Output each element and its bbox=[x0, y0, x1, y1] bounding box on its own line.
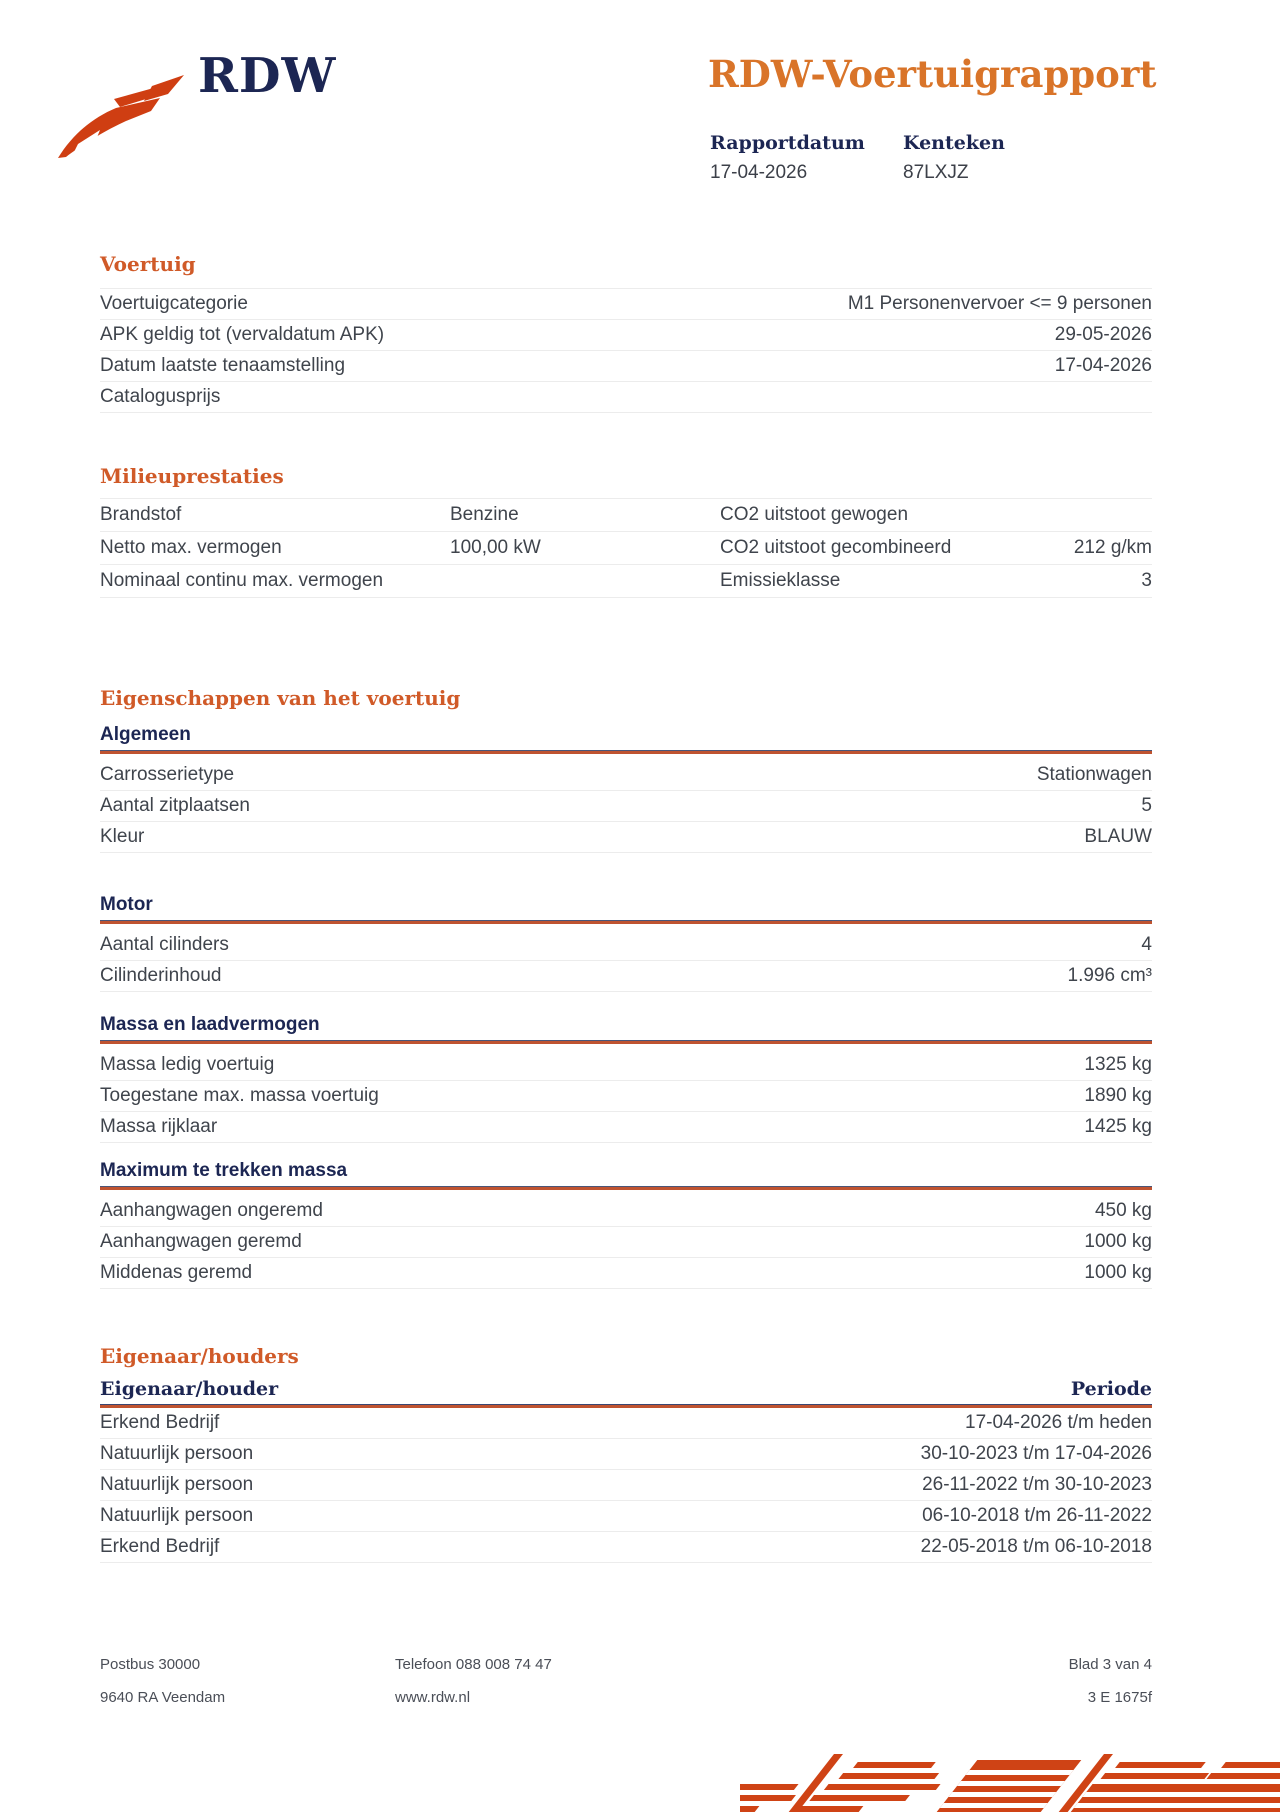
table-row bbox=[100, 320, 1152, 351]
table-row bbox=[100, 289, 1152, 320]
table-row bbox=[100, 1470, 1152, 1501]
field-value: 5 bbox=[1141, 795, 1152, 816]
section-voertuig bbox=[100, 252, 1152, 413]
field-value: 1325 kg bbox=[1084, 1054, 1152, 1075]
footer-page-indicator: Blad 3 van 4 bbox=[1068, 1656, 1152, 1673]
section-title-eigenaar: Eigenaar/houders bbox=[100, 1344, 299, 1368]
field-label: Aanhangwagen ongeremd bbox=[100, 1200, 323, 1221]
report-date-label: Rapportdatum bbox=[710, 132, 865, 154]
table-row bbox=[100, 961, 1152, 992]
section-title-milieuprestaties: Milieuprestaties bbox=[100, 464, 284, 488]
field-label: Massa ledig voertuig bbox=[100, 1054, 275, 1075]
field-label: Aanhangwagen geremd bbox=[100, 1231, 302, 1252]
owner-cell: Natuurlijk persoon bbox=[100, 1443, 254, 1464]
owner-cell: Erkend Bedrijf bbox=[100, 1412, 220, 1433]
field-label: Catalogusprijs bbox=[100, 386, 221, 407]
field-label: CO2 uitstoot gecombineerd bbox=[720, 537, 952, 558]
subsection-title: Maximum te trekken massa bbox=[100, 1160, 348, 1181]
subsection-title: Motor bbox=[100, 894, 153, 915]
field-label: APK geldig tot (vervaldatum APK) bbox=[100, 324, 385, 345]
field-value: 100,00 kW bbox=[450, 537, 541, 558]
period-cell: 22-05-2018 t/m 06-10-2018 bbox=[920, 1536, 1152, 1557]
license-plate-value: 87LXJZ bbox=[903, 162, 969, 183]
rdw-logo-text: RDW bbox=[198, 48, 337, 104]
field-value: M1 Personenvervoer <= 9 personen bbox=[847, 293, 1152, 314]
subsection-title: Algemeen bbox=[100, 724, 191, 745]
footer-phone: Telefoon 088 008 74 47 bbox=[395, 1656, 552, 1673]
table-row bbox=[100, 791, 1152, 822]
period-cell: 26-11-2022 t/m 30-10-2023 bbox=[922, 1474, 1152, 1495]
table-row bbox=[100, 1258, 1152, 1289]
field-label: Nominaal continu max. vermogen bbox=[100, 570, 384, 591]
field-value: 29-05-2026 bbox=[1054, 324, 1152, 345]
field-value: 1425 kg bbox=[1084, 1116, 1152, 1137]
table-row bbox=[100, 1501, 1152, 1532]
field-label: Voertuigcategorie bbox=[100, 293, 248, 314]
table-row bbox=[100, 1408, 1152, 1439]
period-cell: 17-04-2026 t/m heden bbox=[965, 1412, 1152, 1433]
table-row bbox=[100, 351, 1152, 382]
table-row bbox=[100, 1227, 1152, 1258]
subsection-title: Massa en laadvermogen bbox=[100, 1014, 320, 1035]
table-row bbox=[100, 1532, 1152, 1563]
section-milieuprestaties bbox=[100, 464, 1152, 598]
field-label: Brandstof bbox=[100, 504, 182, 525]
footer-address-line2: 9640 RA Veendam bbox=[100, 1689, 226, 1706]
report-date-value: 17-04-2026 bbox=[710, 162, 808, 183]
footer-website: www.rdw.nl bbox=[395, 1689, 471, 1706]
table-row bbox=[100, 760, 1152, 791]
section-eigenschappen-title bbox=[100, 686, 1152, 716]
column-header-owner: Eigenaar/houder bbox=[100, 1378, 279, 1400]
field-value: BLAUW bbox=[1084, 826, 1152, 847]
footer-doc-code: 3 E 1675f bbox=[1087, 1689, 1152, 1706]
footer-address-line1: Postbus 30000 bbox=[100, 1656, 201, 1673]
rdw-logo-icon bbox=[56, 72, 186, 167]
table-row bbox=[100, 1050, 1152, 1081]
field-label: Netto max. vermogen bbox=[100, 537, 282, 558]
table-row bbox=[100, 532, 1152, 565]
field-label: CO2 uitstoot gewogen bbox=[720, 504, 909, 525]
subsection-motor bbox=[100, 894, 1152, 992]
table-row bbox=[100, 1081, 1152, 1112]
period-cell: 30-10-2023 t/m 17-04-2026 bbox=[920, 1443, 1152, 1464]
field-label: Emissieklasse bbox=[720, 570, 841, 591]
field-label: Toegestane max. massa voertuig bbox=[100, 1085, 379, 1106]
license-plate-label: Kenteken bbox=[903, 132, 1005, 154]
field-value: 450 kg bbox=[1094, 1200, 1152, 1221]
subsection-trekken-massa bbox=[100, 1160, 1152, 1289]
table-row bbox=[100, 499, 1152, 532]
field-label: Massa rijklaar bbox=[100, 1116, 218, 1137]
field-label: Kleur bbox=[100, 826, 145, 847]
table-row bbox=[100, 1112, 1152, 1143]
field-value: Benzine bbox=[450, 504, 519, 525]
table-row bbox=[100, 382, 1152, 413]
report-title: RDW-Voertuigrapport bbox=[708, 52, 1157, 96]
owner-cell: Natuurlijk persoon bbox=[100, 1505, 254, 1526]
field-label: Middenas geremd bbox=[100, 1262, 253, 1283]
field-value: 17-04-2026 bbox=[1054, 355, 1152, 376]
field-label: Cilinderinhoud bbox=[100, 965, 222, 986]
field-value: 1890 kg bbox=[1084, 1085, 1152, 1106]
table-row bbox=[100, 822, 1152, 853]
section-title-eigenschappen: Eigenschappen van het voertuig bbox=[100, 686, 461, 710]
section-title-voertuig: Voertuig bbox=[100, 252, 196, 276]
field-label: Datum laatste tenaamstelling bbox=[100, 355, 346, 376]
subsection-algemeen bbox=[100, 724, 1152, 853]
period-cell: 06-10-2018 t/m 26-11-2022 bbox=[922, 1505, 1152, 1526]
field-value: 4 bbox=[1141, 934, 1152, 955]
field-value: 1000 kg bbox=[1084, 1262, 1152, 1283]
subsection-massa bbox=[100, 1014, 1152, 1143]
section-eigenaar-houders bbox=[100, 1344, 1152, 1563]
owner-cell: Natuurlijk persoon bbox=[100, 1474, 254, 1495]
field-value: 212 g/km bbox=[1073, 537, 1152, 558]
table-row bbox=[100, 1439, 1152, 1470]
field-value: 1000 kg bbox=[1084, 1231, 1152, 1252]
field-value: Stationwagen bbox=[1036, 764, 1152, 785]
rdw-stripes-graphic bbox=[740, 1754, 1280, 1812]
field-label: Aantal zitplaatsen bbox=[100, 795, 250, 816]
table-row bbox=[100, 565, 1152, 598]
owner-cell: Erkend Bedrijf bbox=[100, 1536, 220, 1557]
field-value: 1.996 cm³ bbox=[1067, 965, 1152, 986]
table-row bbox=[100, 930, 1152, 961]
table-row bbox=[100, 1196, 1152, 1227]
field-value: 3 bbox=[1141, 570, 1152, 591]
field-label: Aantal cilinders bbox=[100, 934, 229, 955]
field-label: Carrosserietype bbox=[100, 764, 235, 785]
column-header-period: Periode bbox=[1070, 1378, 1152, 1400]
